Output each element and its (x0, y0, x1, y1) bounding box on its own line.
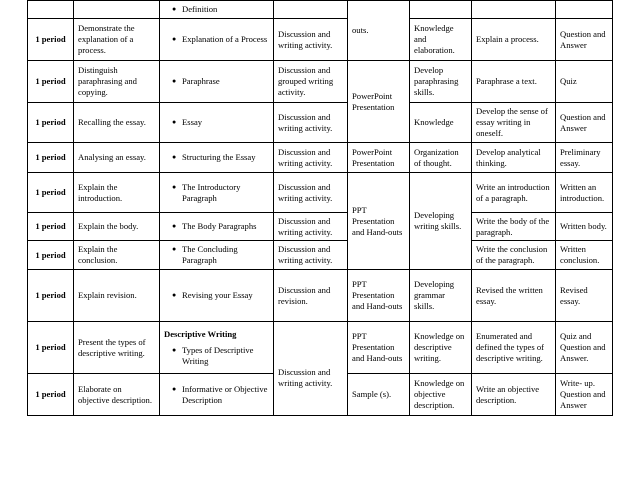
method-cell: PPT Presentation and Hand-outs (348, 173, 410, 270)
objective-cell: Present the types of descriptive writing. (74, 322, 160, 374)
activity-cell: Write an objective description. (472, 374, 556, 416)
period-cell: 1 period (28, 19, 74, 61)
skill-cell: Knowledge and elaboration. (410, 19, 472, 61)
content-cell: Types of Descriptive Writing (182, 344, 254, 366)
table-row (28, 322, 613, 374)
objective-cell: Explain revision. (74, 270, 160, 322)
objective-cell: Explain the conclusion. (74, 241, 160, 270)
bullet-icon: ● (172, 291, 177, 299)
strategy-cell: Discussion and grouped writing activity. (274, 61, 348, 103)
evaluation-cell: Quiz (556, 61, 613, 103)
activity-cell: Enumerated and defined the types of descriptive writing. (472, 322, 556, 374)
strategy-cell: Discussion and writing activity. (274, 143, 348, 173)
content-cell: Definition (182, 4, 218, 14)
activity-cell: Revised the written essay. (472, 270, 556, 322)
skill-cell: Developing grammar skills. (410, 270, 472, 322)
activity-cell: Explain a process. (472, 19, 556, 61)
objective-cell: Explain the introduction. (74, 173, 160, 213)
objective-cell: Explain the body. (74, 213, 160, 241)
strategy-cell: Discussion and writing activity. (274, 103, 348, 143)
strategy-cell: Discussion and writing activity. (274, 19, 348, 61)
period-cell: 1 period (28, 374, 74, 416)
method-cell: PowerPoint Presentation (348, 143, 410, 173)
objective-cell: Analysing an essay. (74, 143, 160, 173)
activity-cell: Write the body of the paragraph. (472, 213, 556, 241)
content-cell: Structuring the Essay (182, 152, 256, 162)
evaluation-cell: Quiz and Question and Answer. (556, 322, 613, 374)
bullet-icon: ● (172, 245, 177, 253)
bullet-icon: ● (172, 77, 177, 85)
evaluation-cell: Written conclusion. (556, 241, 613, 270)
skill-cell: Knowledge on objective description. (410, 374, 472, 416)
evaluation-cell: Written an introduction. (556, 173, 613, 213)
strategy-cell: Discussion and writing activity. (274, 241, 348, 270)
lesson-plan-table (27, 0, 613, 416)
period-cell: 1 period (28, 241, 74, 270)
method-cell: PPT Presentation and Hand-outs (348, 270, 410, 322)
bullet-icon: ● (172, 182, 177, 191)
table-row (28, 241, 613, 270)
content-cell: The Concluding Paragraph (182, 244, 238, 265)
table-row (28, 213, 613, 241)
evaluation-cell: Question and Answer (556, 19, 613, 61)
content-cell: The Introductory Paragraph (182, 181, 241, 203)
evaluation-cell: Written body. (556, 213, 613, 241)
activity-cell: Paraphrase a text. (472, 61, 556, 103)
method-cell: PPT Presentation and Hand-outs (348, 322, 410, 374)
skill-cell: Organization of thought. (410, 143, 472, 173)
period-cell: 1 period (28, 213, 74, 241)
bullet-icon: ● (172, 345, 177, 354)
strategy-cell: Discussion and writing activity. (274, 173, 348, 213)
activity-cell: Write the conclusion of the paragraph. (472, 241, 556, 270)
content-cell: Explanation of a Process (182, 34, 268, 44)
period-cell: 1 period (28, 270, 74, 322)
bullet-icon: ● (172, 222, 177, 230)
period-cell: 1 period (28, 103, 74, 143)
content-heading: Descriptive Writing (164, 328, 237, 339)
skill-cell: Knowledge on descriptive writing. (410, 322, 472, 374)
strategy-cell: Discussion and writing activity. (274, 213, 348, 241)
method-cell: Sample (s). (348, 374, 410, 416)
period-cell: 1 period (28, 61, 74, 103)
table-row (28, 143, 613, 173)
method-cell: outs. (348, 1, 410, 61)
content-cell: The Body Paragraphs (182, 221, 257, 231)
method-cell: PowerPoint Presentation (348, 61, 410, 143)
objective-cell: Demonstrate the explanation of a process. (74, 19, 160, 61)
table-row (28, 103, 613, 143)
table-row (28, 19, 613, 61)
content-cell: Informative or Objective Description (182, 383, 268, 405)
table-row (28, 61, 613, 103)
objective-cell: Recalling the essay. (74, 103, 160, 143)
skill-cell: Developing writing skills. (410, 173, 472, 270)
bullet-icon: ● (172, 118, 177, 126)
bullet-icon: ● (172, 5, 177, 13)
table-row (28, 1, 613, 19)
activity-cell: Develop analytical thinking. (472, 143, 556, 173)
content-cell: Revising your Essay (182, 290, 253, 300)
strategy-cell: Discussion and revision. (274, 270, 348, 322)
activity-cell: Write an introduction of a paragraph. (472, 173, 556, 213)
bullet-icon: ● (172, 153, 177, 161)
objective-cell: Distinguish paraphrasing and copying. (74, 61, 160, 103)
content-cell: Essay (182, 117, 203, 127)
table-row (28, 270, 613, 322)
objective-cell: Elaborate on objective description. (74, 374, 160, 416)
period-cell: 1 period (28, 173, 74, 213)
skill-cell: Develop paraphrasing skills. (410, 61, 472, 103)
bullet-icon: ● (172, 384, 177, 393)
evaluation-cell: Question and Answer (556, 103, 613, 143)
content-cell: Paraphrase (182, 76, 220, 86)
strategy-cell: Discussion and writing activity. (274, 322, 348, 416)
period-cell: 1 period (28, 143, 74, 173)
period-cell: 1 period (28, 322, 74, 374)
evaluation-cell: Preliminary essay. (556, 143, 613, 173)
table-row (28, 173, 613, 213)
evaluation-cell: Write- up. Question and Answer (556, 374, 613, 416)
evaluation-cell: Revised essay. (556, 270, 613, 322)
skill-cell: Knowledge (410, 103, 472, 143)
bullet-icon: ● (172, 35, 177, 43)
activity-cell: Develop the sense of essay writing in oneself. (472, 103, 556, 143)
